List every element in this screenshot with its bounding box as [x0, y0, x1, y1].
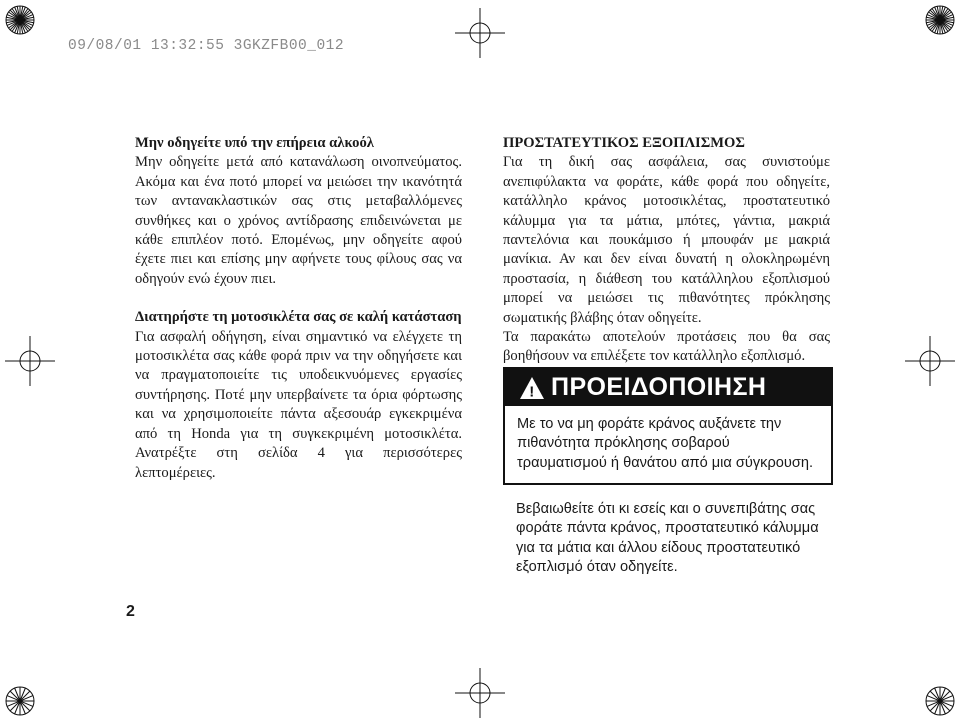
- registration-target-mark: [0, 673, 48, 721]
- warning-box: [503, 367, 833, 485]
- warning-title: ΠΡΟΕΙΔΟΠΟΙΗΣΗ: [551, 373, 767, 401]
- suggestions-text: Τα παρακάτω αποτελούν προτάσεις που θα σας βοηθήσουν να επιλέξετε τον κατάλληλο εξοπλισμό.: [503, 329, 830, 365]
- registration-target-mark: [912, 673, 960, 721]
- registration-target-mark: [912, 0, 960, 48]
- alcohol-section-text: Μην οδηγείτε μετά από κατανάλωση οινοπνεύματος. Ακόμα και ένα ποτό μπορεί να μειώσει την ικανότητά των αντανακλαστικών σας στις μεταβαλλόμενες συνθήκες και ο χρόνος αντίδρασης επιδεινώνεται με κάθε επιπλέον ποτό. Επομένως, μην οδηγείτε αφού έχετε πιει και επίσης μην αφήνετε τους φίλους σας να οδηγούν ενώ έχουν πιει.: [135, 154, 462, 287]
- page-number: 2: [126, 603, 135, 620]
- registration-target-mark: [0, 0, 48, 48]
- crosshair-mark: [455, 8, 505, 58]
- protective-equipment-heading: ΠΡΟΣΤΑΤΕΥΤΙΚΟΣ ΕΞΟΠΛΙΣΜΟΣ: [503, 135, 745, 151]
- maintenance-section-heading: Διατηρήστε τη μοτοσικλέτα σας σε καλή κατάσταση: [135, 309, 462, 326]
- left-column: [135, 134, 462, 483]
- crosshair-mark: [5, 336, 55, 386]
- warning-header: [505, 369, 831, 406]
- warning-text: Με το να μη φοράτε κράνος αυξάνετε την πιθανότητα πρόκλησης σοβαρού τραυματισμού ή θανάτου από μια σύγκρουση.: [517, 416, 814, 471]
- crosshair-mark: [905, 336, 955, 386]
- maintenance-section-text: Για ασφαλή οδήγηση, είναι σημαντικό να ελέγχετε τη μοτοσικλέτα σας κάθε φορά πριν να την οδηγήσετε και να πραγματοποιείτε τις υποδεικνυόμενες εργασίες συντήρησης. Ποτέ μην υπερβαίνετε τα όρια φόρτωσης και να χρησιμοποιείτε πάντα αξεσουάρ εγκεκριμένα από τη Honda για τη συγκεκριμένη μοτοσικλέτα. Ανατρέξτε στη σελίδα 4 για περισσότερες λεπτομέρειες.: [135, 328, 462, 481]
- alcohol-section-heading: Μην οδηγείτε υπό την επήρεια αλκοόλ: [135, 135, 374, 151]
- protective-equipment-text: Για τη δική σας ασφάλεια, σας συνιστούμε ανεπιφύλακτα να φοράτε, κάθε φορά που οδηγείτε, κατάλληλο κράνος μοτοσικλέτας, προστατευτικό κάλυμμα για τα μάτια, μπότες, γάντια, μακριά παντελόνια και πουκάμισο ή μπουφάν με μακριά μανίκια. Αν και δεν είναι δυνατή η ολοκληρωμένη προστασία, η διάθεση του κατάλληλου εξοπλισμού μπορεί να μειώσει τις πιθανότητες πρόκλησης σωματικής βλάβης όταν οδηγείτε.: [503, 154, 830, 326]
- warning-triangle-icon: [519, 376, 545, 400]
- helmet-advice-text: Βεβαιωθείτε ότι κι εσείς και ο συνεπιβάτης σας φοράτε πάντα κράνος, προστατευτικό κάλυμμα για τα μάτια και άλλου είδους προστατευτικό εξοπλισμό όταν οδηγείτε.: [516, 501, 819, 576]
- warning-symbol: !: [529, 383, 535, 400]
- right-column: [503, 134, 830, 367]
- print-header-code: 09/08/01 13:32:55 3GKZFB00_012: [68, 38, 345, 54]
- crosshair-mark: [455, 668, 505, 718]
